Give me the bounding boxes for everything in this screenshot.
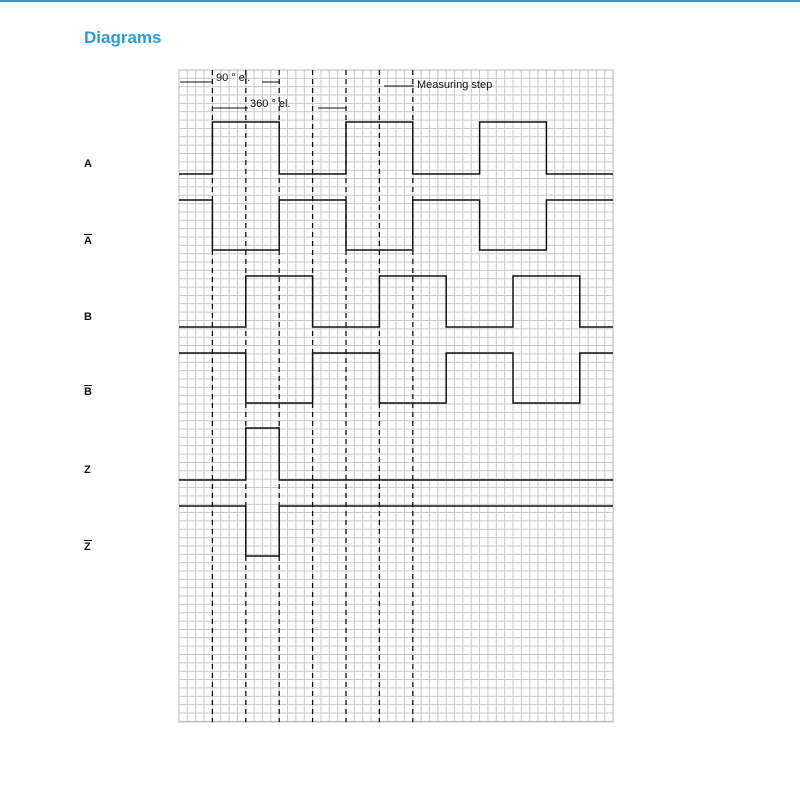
signal-label-b-bar: B [84, 386, 92, 398]
measuring-step-label: Measuring step [417, 79, 493, 91]
signal-label-z-bar: Z [84, 541, 91, 553]
page-title: Diagrams [84, 28, 162, 47]
signal-label-z: Z [84, 464, 91, 476]
annotations [180, 72, 492, 110]
period-360-label: 360 ° el. [250, 98, 291, 110]
grid [179, 70, 613, 722]
phase-90-label: 90 ° el. [216, 72, 251, 84]
signal-label-b: B [84, 311, 92, 323]
signal-label-a: A [84, 158, 92, 170]
signal-label-a-bar: A [84, 235, 92, 247]
